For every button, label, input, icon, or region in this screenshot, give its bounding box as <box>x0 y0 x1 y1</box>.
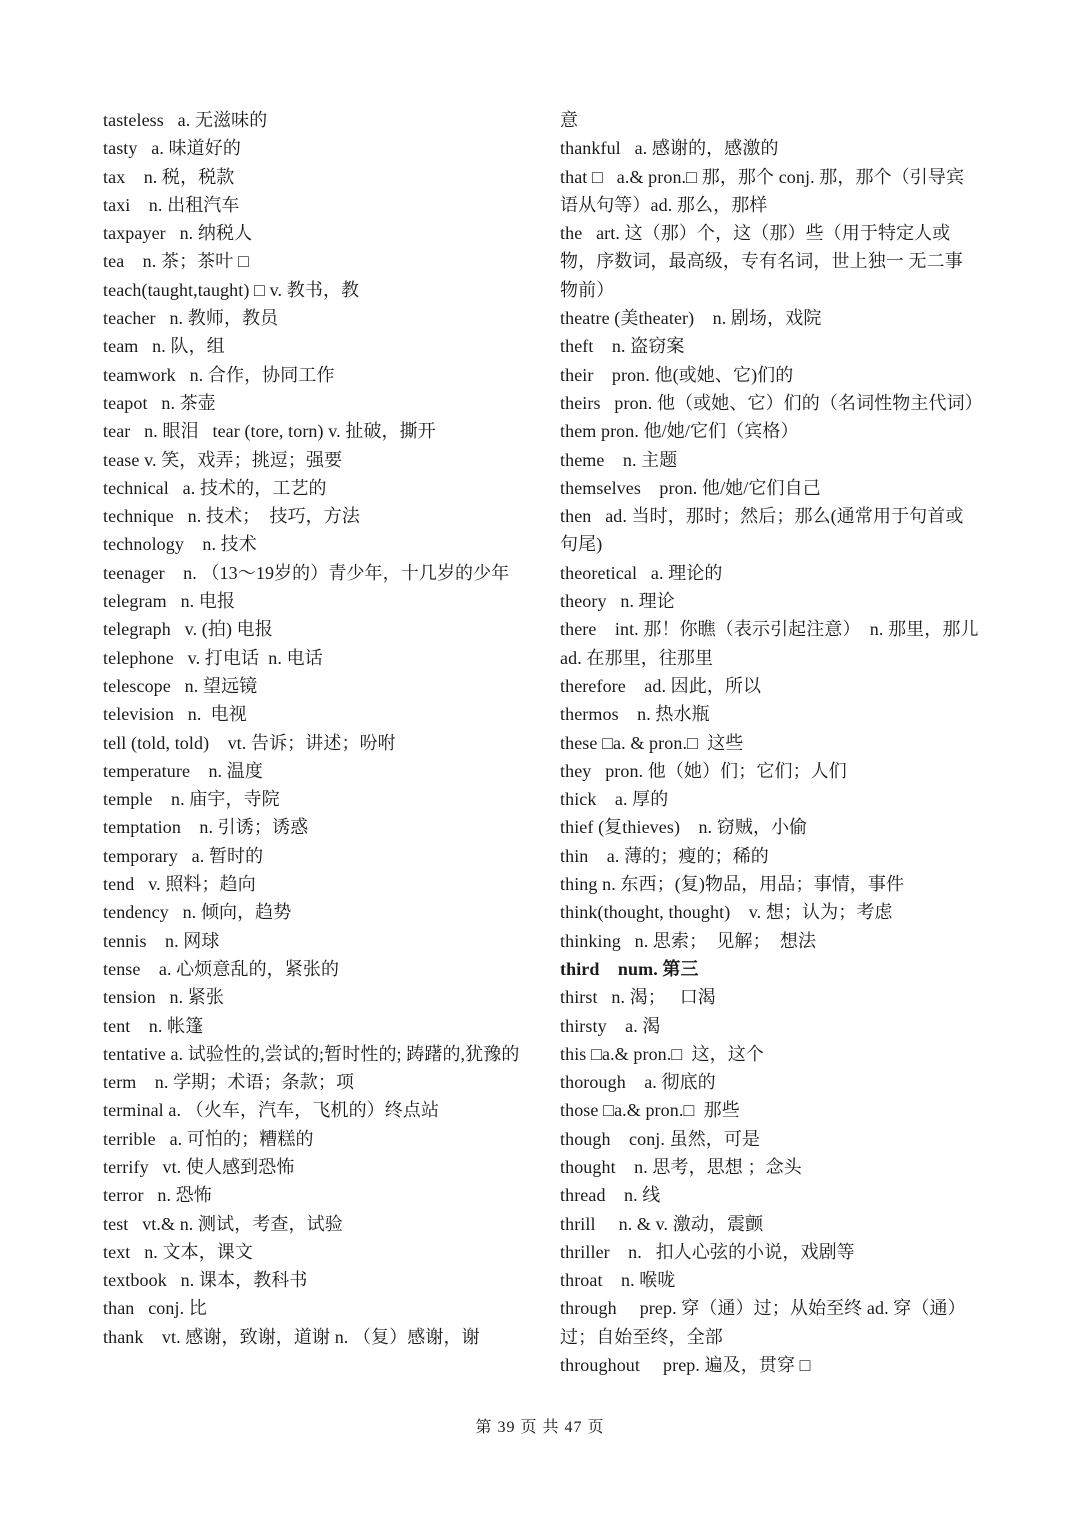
vocab-entry: think(thought, thought) v. 想；认为；考虑 <box>560 902 893 923</box>
vocab-entry: technical a. 技术的，工艺的 <box>103 477 327 498</box>
vocab-entry: tear n. 眼泪 tear (tore, torn) v. 扯破，撕开 <box>103 421 436 442</box>
vocab-entry: this □a.& pron.□ 这，这个 <box>560 1043 764 1064</box>
vocab-entry: teenager n. （13～19岁的）青少年，十几岁的少年 <box>103 562 510 583</box>
vocab-entry: thing n. 东西；(复)物品，用品；事情，事件 <box>560 874 905 895</box>
vocab-entry: tasteless a. 无滋味的 <box>103 110 268 130</box>
page-footer: 第 39 页 共 47 页 <box>475 1419 605 1436</box>
vocab-entry: temperature n. 温度 <box>103 760 263 781</box>
vocab-entry: tasty a. 味道好的 <box>103 138 241 159</box>
vocab-entry: tendency n. 倾向，趋势 <box>103 902 292 923</box>
vocab-entry: that □ a.& pron.□ 那，那个 conj. 那，那个（引导宾语从句等）ad. 那么，那样 <box>560 166 965 215</box>
vocab-entry: theoretical a. 理论的 <box>560 562 723 583</box>
vocab-entry: telephone v. 打电话 n. 电话 <box>103 647 323 668</box>
vocab-entry: theory n. 理论 <box>560 591 675 612</box>
vocab-entry: they pron. 他（她）们；它们；人们 <box>560 760 847 781</box>
vocab-entry: tent n. 帐篷 <box>103 1015 204 1036</box>
vocab-entry: theatre (美theater) n. 剧场，戏院 <box>560 308 822 329</box>
vocab-entry: temporary a. 暂时的 <box>103 845 264 866</box>
vocab-entry: temptation n. 引诱；诱惑 <box>103 817 309 838</box>
vocab-entry: textbook n. 课本，教科书 <box>103 1270 308 1291</box>
vocab-entry: throat n. 喉咙 <box>560 1270 676 1291</box>
vocab-entry: tend v. 照料；趋向 <box>103 874 256 895</box>
vocab-entry: thief (复thieves) n. 窃贼，小偷 <box>560 817 808 838</box>
vocab-entry: tension n. 紧张 <box>103 987 224 1008</box>
vocab-entry: thank vt. 感谢，致谢，道谢 n. （复）感谢，谢 <box>103 1326 480 1347</box>
vocab-entry: thought n. 思考，思想 ；念头 <box>560 1156 802 1177</box>
vocab-entry: telegraph v. (拍) 电报 <box>103 619 273 640</box>
vocab-entry: terrify vt. 使人感到恐怖 <box>103 1156 295 1177</box>
vocab-entry: those □a.& pron.□ 那些 <box>560 1100 740 1121</box>
vocab-entry: them pron. 他/她/它们（宾格） <box>560 421 799 442</box>
vocab-entry: terrible a. 可怕的；糟糕的 <box>103 1128 314 1149</box>
vocab-entry: tentative a. 试验性的,尝试的;暂时性的; 踌躇的,犹豫的 <box>103 1043 520 1064</box>
vocab-entry: third num. 第三 <box>560 958 699 979</box>
vocab-entry: thrill n. & v. 激动，震颤 <box>560 1213 764 1234</box>
vocab-entry: terminal a. （火车，汽车，飞机的）终点站 <box>103 1100 440 1121</box>
vocab-entry: teamwork n. 合作，协同工作 <box>103 364 335 385</box>
vocab-entry: tea n. 茶；茶叶 □ <box>103 251 249 272</box>
vocab-entry: than conj. 比 <box>103 1298 207 1319</box>
vocab-entry: themselves pron. 他/她/它们自己 <box>560 477 821 498</box>
vocab-entry: thin a. 薄的；瘦的；稀的 <box>560 845 769 866</box>
vocab-entry: term n. 学期；术语；条款；项 <box>103 1072 355 1093</box>
vocab-entry: tease v. 笑，戏弄；挑逗；强要 <box>103 449 343 470</box>
vocab-entry: thankful a. 感谢的，感激的 <box>560 138 779 159</box>
vocab-entry: terror n. 恐怖 <box>103 1185 212 1206</box>
vocab-entry: thread n. 线 <box>560 1185 661 1206</box>
left-column <box>103 106 523 1351</box>
vocab-entry: thick a. 厚的 <box>560 789 669 810</box>
vocab-entry: tax n. 税，税款 <box>103 166 235 187</box>
vocab-entry: thriller n. 扣人心弦的小说，戏剧等 <box>560 1241 855 1262</box>
vocab-entry: the art. 这（那）个，这（那）些（用于特定人或物，序数词，最高级，专有名词，世上独一 无二事物前） <box>560 223 963 300</box>
vocab-entry: theft n. 盗窃案 <box>560 336 685 357</box>
vocab-entry: teapot n. 茶壶 <box>103 392 216 413</box>
vocab-entry: theirs pron. 他（或她、它）们的（名词性物主代词） <box>560 392 983 413</box>
vocab-entry: their pron. 他(或她、它)们的 <box>560 364 794 385</box>
vocab-entry: teach(taught,taught) □ v. 教书，教 <box>103 279 360 300</box>
vocab-entry: thirst n. 渴； 口渴 <box>560 987 716 1008</box>
vocab-entry: tennis n. 网球 <box>103 930 220 951</box>
right-column <box>560 106 984 1379</box>
vocab-entry: thermos n. 热水瓶 <box>560 704 710 725</box>
vocab-entry: through prep. 穿（通）过；从始至终 ad. 穿（通）过；自始至终，全部 <box>560 1298 966 1347</box>
vocab-entry: technique n. 技术； 技巧，方法 <box>103 506 360 527</box>
vocab-entry: team n. 队，组 <box>103 336 225 357</box>
vocab-entry: thinking n. 思索； 见解； 想法 <box>560 930 817 951</box>
vocab-entry: technology n. 技术 <box>103 534 257 555</box>
vocab-entry: taxpayer n. 纳税人 <box>103 223 253 244</box>
vocab-entry: there int. 那！你瞧（表示引起注意） n. 那里，那儿 ad. 在那里，往那里 <box>560 619 984 668</box>
vocab-entry: tense a. 心烦意乱的，紧张的 <box>103 958 340 979</box>
vocab-entry: though conj. 虽然，可是 <box>560 1128 761 1149</box>
vocab-entry: thorough a. 彻底的 <box>560 1072 716 1093</box>
vocab-entry: text n. 文本，课文 <box>103 1241 253 1262</box>
vocab-entry: telegram n. 电报 <box>103 591 236 612</box>
vocab-entry: throughout prep. 遍及，贯穿 □ <box>560 1355 811 1376</box>
vocab-entry: then ad. 当时，那时；然后；那么(通常用于句首或句尾) <box>560 506 964 555</box>
vocab-entry: therefore ad. 因此，所以 <box>560 675 762 696</box>
vocab-entry: television n. 电视 <box>103 704 247 725</box>
vocab-entry: tell (told, told) vt. 告诉；讲述；吩咐 <box>103 732 396 753</box>
vocab-entry: these □a. & pron.□ 这些 <box>560 732 744 753</box>
vocab-entry: teacher n. 教师，教员 <box>103 308 279 329</box>
vocab-entry: theme n. 主题 <box>560 449 678 470</box>
vocab-entry: test vt.& n. 测试，考查，试验 <box>103 1213 343 1234</box>
vocab-entry: telescope n. 望远镜 <box>103 675 258 696</box>
vocab-entry: taxi n. 出租汽车 <box>103 194 240 215</box>
vocab-entry: thirsty a. 渴 <box>560 1015 661 1036</box>
vocab-entry: temple n. 庙宇，寺院 <box>103 789 280 810</box>
vocab-entry: 意 <box>560 110 579 130</box>
